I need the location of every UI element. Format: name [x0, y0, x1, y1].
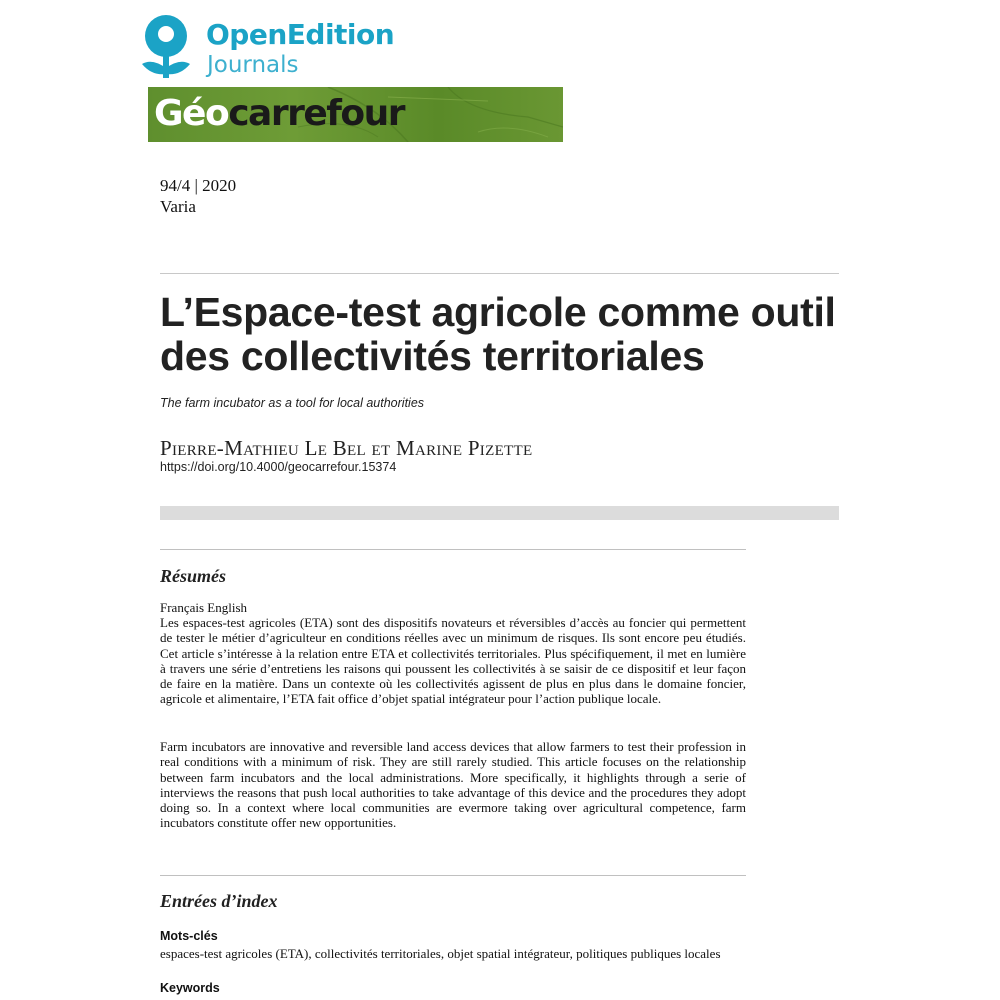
motscles-label: Mots-clés: [160, 929, 218, 943]
issue-number: 94/4 | 2020: [160, 176, 237, 195]
section-heading-resumes: Résumés: [160, 566, 227, 586]
gray-separator-bar: [160, 506, 839, 520]
journal-banner[interactable]: [148, 87, 563, 142]
banner-title-part2: carrefour: [228, 93, 405, 134]
journal-banner-title: [154, 93, 404, 134]
openedition-journals-logo[interactable]: [138, 12, 398, 80]
logo-line2: Journals: [207, 52, 299, 78]
motscles-list[interactable]: espaces-test agricoles (ETA), collectivités territoriales, objet spatial intégrateur, politiques publiques locales: [160, 946, 721, 961]
logo-line1: OpenEdition: [206, 18, 395, 51]
abstract-fr: Les espaces-test agricoles (ETA) sont des dispositifs novateurs et réversibles d’accès au foncier qui permettent de tester le métier d’agriculteur en conditions réelles avec un minimum de risques. Ils sont encore peu étudiés. Cet article s’intéresse à la relation entre ETA et collectivités territoriales. Plus spécifiquement, il met en lumière à travers une série d’entretiens les raisons qui poussent les collectivités à se saisir de ce dispositif et leur façon de faire en la matière. Dans un contexte où les collectivités agissent de plus en plus dans le domaine foncier, agricole et alimentaire, l’ETA fait office d’objet spatial intégrateur pour l’action publique locale.: [160, 615, 746, 707]
keywords-label: Keywords: [160, 981, 220, 995]
article-authors: Pierre-Mathieu Le Bel et Marine Pizette: [160, 436, 533, 460]
divider: [160, 549, 746, 550]
divider: [160, 273, 839, 274]
article-subtitle: The farm incubator as a tool for local authorities: [160, 396, 425, 410]
lang-link-en[interactable]: English: [207, 600, 248, 615]
openedition-flower-icon: [138, 12, 194, 80]
doi-link[interactable]: https://doi.org/10.4000/geocarrefour.15374: [160, 460, 397, 474]
issue-info: [160, 175, 236, 217]
divider: [160, 875, 746, 876]
lang-link-fr[interactable]: Français: [160, 600, 205, 615]
banner-title-part1: Géo: [154, 93, 229, 134]
language-switcher: [160, 600, 247, 616]
abstract-en: Farm incubators are innovative and reversible land access devices that allow farmers to test their profession in real conditions with a minimum of risk. They are still rarely studied. This article focuses on the relationship between farm incubators and the local administrations. More specifically, it highlights through a serie of interviews the reasons that push local authorities to take advantage of this device and the procedures they adopt doing so. In a context where local communities are evermore taking over agricultural competence, farm incubators constitute offer new opportunities.: [160, 739, 746, 831]
issue-section: Varia: [160, 197, 196, 216]
article-title: L’Espace-test agricole comme outil des collectivités territoriales: [160, 289, 836, 379]
section-heading-index: Entrées d’index: [160, 891, 278, 911]
